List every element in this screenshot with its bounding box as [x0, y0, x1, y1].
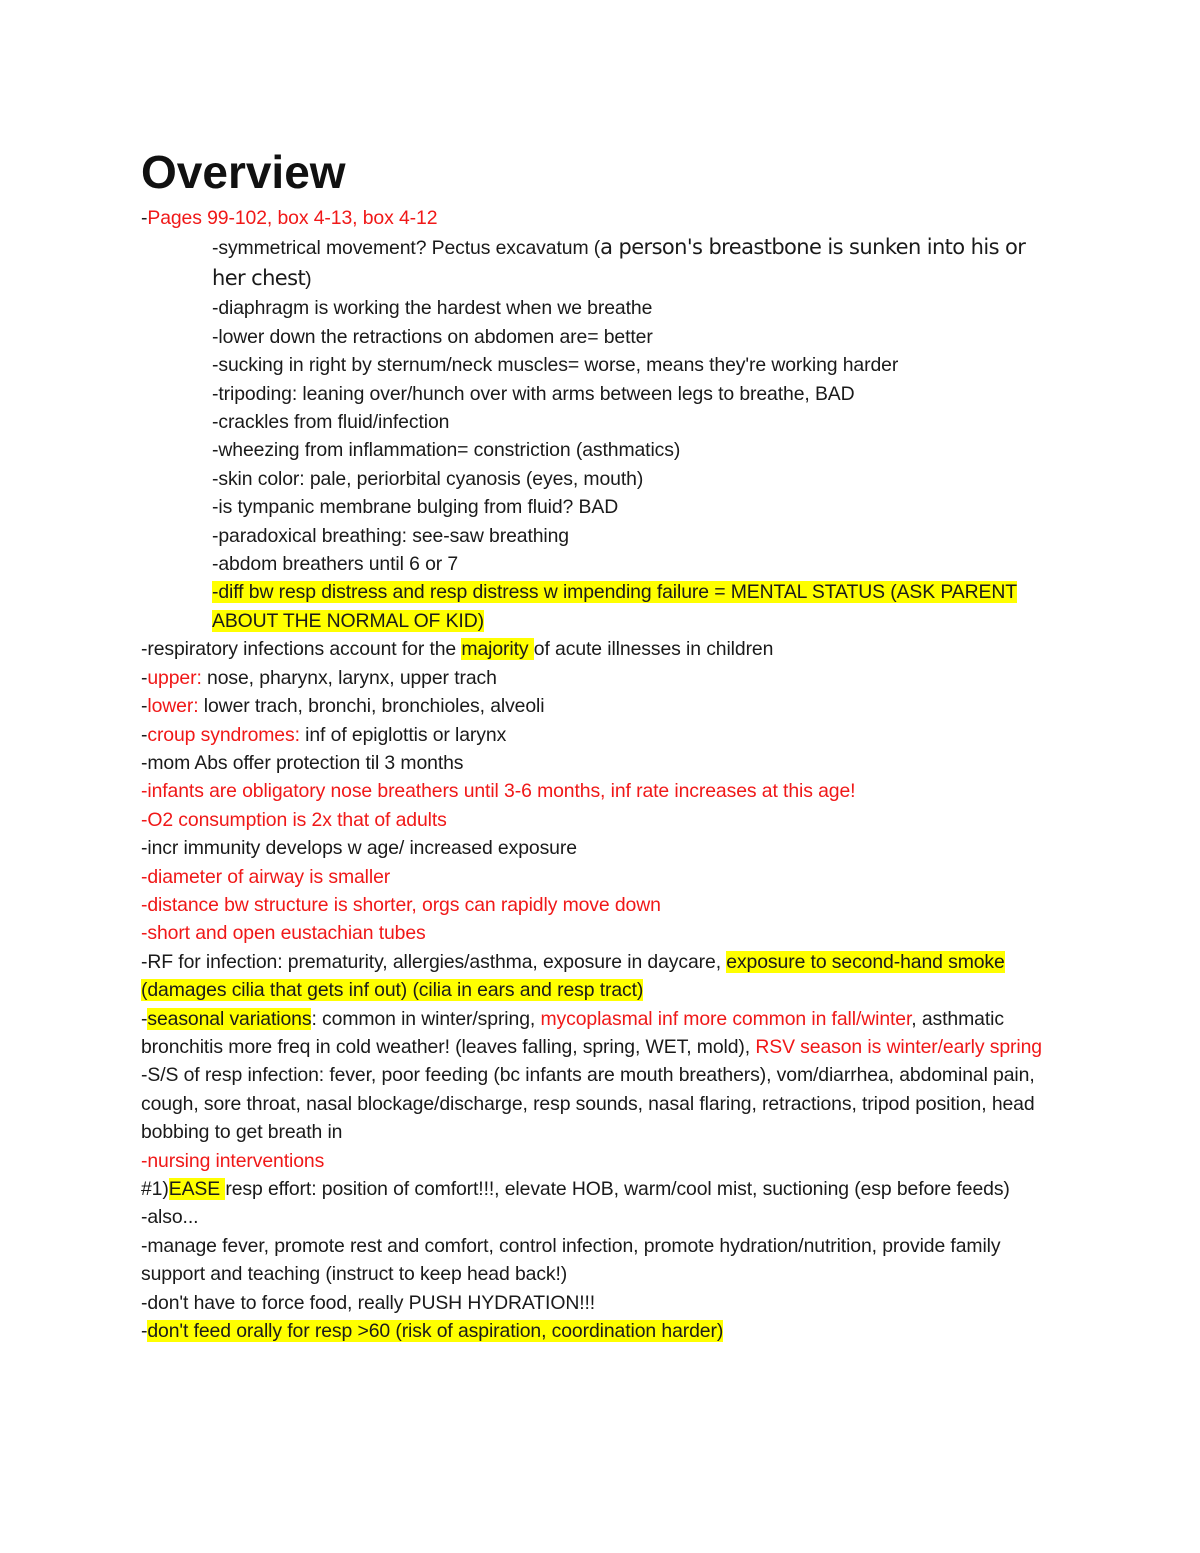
- red-text-run: -short and open eustachian tubes: [141, 922, 426, 945]
- text-run: -: [141, 1320, 148, 1343]
- note-subline: [141, 522, 1056, 550]
- note-line: [141, 834, 1056, 862]
- note-line: [141, 1061, 1056, 1146]
- red-text-run: croup syndromes:: [147, 723, 300, 746]
- note-line: [141, 1005, 1056, 1062]
- highlighted-text-run: exposure to second-hand smoke (damages cilia that gets inf out) (cilia in ears and resp tract): [141, 950, 1005, 1002]
- note-subline: [141, 351, 1056, 379]
- text-run: -mom Abs offer protection til 3 months: [141, 751, 464, 774]
- note-line: [141, 1289, 1056, 1317]
- text-run: -tripoding: leaning over/hunch over with arms between legs to breathe, BAD: [212, 382, 855, 405]
- text-run: -lower down the retractions on abdomen are= better: [212, 325, 653, 348]
- text-run: -diaphragm is working the hardest when we breathe: [212, 297, 653, 320]
- note-line: [141, 863, 1056, 891]
- text-run: -is tympanic membrane bulging from fluid? BAD: [212, 496, 619, 519]
- red-text-run: upper:: [147, 666, 202, 689]
- red-text-run: lower:: [147, 695, 199, 718]
- red-text-run: -O2 consumption is 2x that of adults: [141, 808, 447, 831]
- text-run: -: [141, 207, 148, 229]
- text-run: -: [141, 695, 148, 718]
- note-line: [141, 1232, 1056, 1289]
- text-run: -wheezing from inflammation= constriction (asthmatics): [212, 439, 681, 462]
- note-line: [141, 948, 1056, 1005]
- text-run: lower trach, bronchi, bronchioles, alveoli: [198, 695, 545, 718]
- note-subline: [141, 436, 1056, 464]
- highlighted-text-run: EASE: [168, 1178, 226, 1200]
- highlighted-text-run: -diff bw resp distress and resp distress w impending failure = MENTAL STATUS (ASK PARENT ABOUT THE NORMAL OF KID): [212, 581, 1017, 632]
- text-run: resp effort: position of comfort!!!, elevate HOB, warm/cool mist, suctioning (esp before feeds): [225, 1178, 1010, 1200]
- note-subline: [141, 465, 1056, 493]
- text-run: -paradoxical breathing: see-saw breathing: [212, 524, 569, 547]
- note-line: [141, 204, 1056, 232]
- note-line: [141, 692, 1056, 720]
- text-run: -S/S of resp infection: fever, poor feeding (bc infants are mouth breathers), vom/diarrhea, abdominal pain, cough, sore throat, nasal blockage/discharge, resp sounds, nasal flaring, retractions, tripod position, head bobbing to get breath in: [141, 1064, 1035, 1144]
- text-run: #1): [141, 1178, 169, 1200]
- text-run: -skin color: pale, periorbital cyanosis (eyes, mouth): [212, 467, 644, 490]
- note-line: [141, 749, 1056, 777]
- text-run: -: [141, 723, 148, 746]
- red-text-run: mycoplasmal inf more common in fall/winter: [540, 1007, 912, 1030]
- highlighted-text-run: majority: [461, 638, 534, 661]
- note-subline: [141, 294, 1056, 322]
- note-line: [141, 664, 1056, 692]
- text-run: -manage fever, promote rest and comfort, control infection, promote hydration/nutrition, provide family support and teaching (instruct to keep head back!): [141, 1234, 1001, 1286]
- note-subline: [141, 408, 1056, 436]
- text-run: -crackles from fluid/infection: [212, 411, 450, 434]
- text-run: ): [305, 268, 312, 291]
- note-subline: [141, 493, 1056, 521]
- notes-body: [141, 204, 1056, 1345]
- note-line: [141, 635, 1056, 663]
- text-run: inf of epiglottis or larynx: [299, 723, 507, 746]
- note-line: [141, 891, 1056, 919]
- text-run: -: [141, 666, 148, 689]
- highlighted-text-run: seasonal variations: [147, 1007, 312, 1030]
- note-subline: [141, 232, 1056, 294]
- text-run: -sucking in right by sternum/neck muscles= worse, means they're working harder: [212, 354, 899, 377]
- red-text-run: RSV season is winter/early spring: [755, 1035, 1042, 1058]
- page-title: Overview: [141, 146, 346, 198]
- note-subline: [141, 550, 1056, 578]
- text-run: -RF for infection: prematurity, allergies/asthma, exposure in daycare,: [141, 950, 727, 973]
- text-run: -also...: [141, 1206, 199, 1229]
- text-run: -respiratory infections account for the: [141, 638, 462, 661]
- large-text-run: a person's breastbone is sunken into his or her chest: [212, 235, 1026, 291]
- text-run: -symmetrical movement? Pectus excavatum (: [212, 237, 601, 260]
- note-line: [141, 721, 1056, 749]
- note-subline: [141, 323, 1056, 351]
- text-run: nose, pharynx, larynx, upper trach: [201, 666, 497, 689]
- text-run: -abdom breathers until 6 or 7: [212, 553, 459, 576]
- red-text-run: Pages 99-102, box 4-13, box 4-12: [147, 207, 438, 229]
- text-run: , asthmatic bronchitis more freq in cold weather! (leaves falling, spring, WET, mold),: [141, 1007, 1004, 1058]
- highlighted-text-run: don't feed orally for resp >60 (risk of aspiration, coordination harder): [147, 1320, 724, 1343]
- red-text-run: -nursing interventions: [141, 1149, 325, 1172]
- red-text-run: -distance bw structure is shorter, orgs can rapidly move down: [141, 893, 661, 916]
- note-line: [141, 919, 1056, 947]
- text-run: -: [141, 1007, 148, 1030]
- text-run: -incr immunity develops w age/ increased exposure: [141, 837, 577, 860]
- note-line: [141, 1203, 1056, 1231]
- text-run: -don't have to force food, really PUSH HYDRATION!!!: [141, 1291, 596, 1314]
- red-text-run: -diameter of airway is smaller: [141, 865, 391, 888]
- note-line: [141, 1317, 1056, 1345]
- note-subline: [141, 578, 1056, 635]
- note-line: [141, 777, 1056, 805]
- note-line: [141, 1147, 1056, 1175]
- note-line: [141, 806, 1056, 834]
- text-run: of acute illnesses in children: [533, 638, 774, 661]
- note-subline: [141, 380, 1056, 408]
- text-run: : common in winter/spring,: [311, 1007, 541, 1030]
- note-line: [141, 1175, 1056, 1203]
- red-text-run: -infants are obligatory nose breathers until 3-6 months, inf rate increases at this age!: [141, 780, 856, 803]
